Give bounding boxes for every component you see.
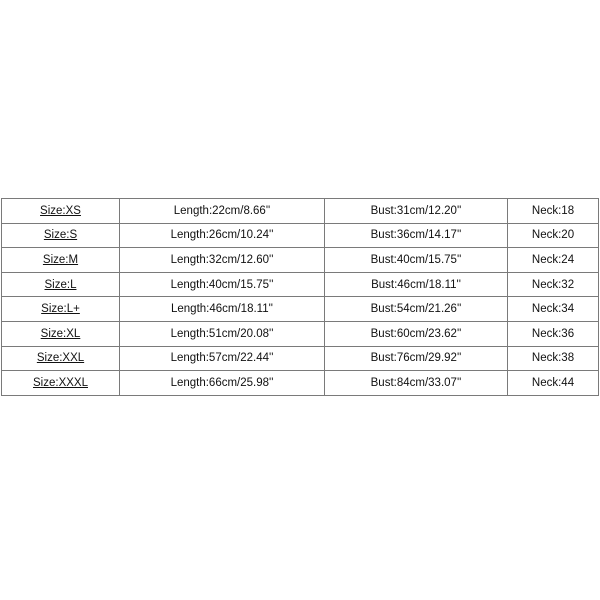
neck-cell: Neck:32 (508, 272, 599, 297)
size-cell (2, 248, 120, 273)
neck-cell: Neck:36 (508, 321, 599, 346)
bust-cell: Bust:40cm/15.75'' (325, 248, 508, 273)
neck-cell: Neck:18 (508, 199, 599, 224)
length-cell: Length:26cm/10.24'' (120, 223, 325, 248)
neck-cell: Neck:24 (508, 248, 599, 273)
length-cell: Length:51cm/20.08'' (120, 321, 325, 346)
bust-cell: Bust:84cm/33.07'' (325, 371, 508, 396)
bust-cell: Bust:31cm/12.20'' (325, 199, 508, 224)
table-row (2, 346, 599, 371)
bust-cell: Bust:46cm/18.11'' (325, 272, 508, 297)
table-row (2, 248, 599, 273)
length-cell: Length:32cm/12.60'' (120, 248, 325, 273)
table-row (2, 321, 599, 346)
length-cell: Length:40cm/15.75'' (120, 272, 325, 297)
length-cell: Length:22cm/8.66'' (120, 199, 325, 224)
bust-cell: Bust:60cm/23.62'' (325, 321, 508, 346)
table-row (2, 297, 599, 322)
length-cell: Length:66cm/25.98'' (120, 371, 325, 396)
size-label: Size:L+ (41, 303, 80, 316)
size-label: Size:L (44, 278, 77, 291)
bust-cell: Bust:76cm/29.92'' (325, 346, 508, 371)
size-label: Size:S (43, 229, 78, 242)
size-cell (2, 223, 120, 248)
size-label: Size:XXL (36, 352, 85, 365)
neck-cell: Neck:44 (508, 371, 599, 396)
size-cell (2, 346, 120, 371)
neck-cell: Neck:20 (508, 223, 599, 248)
size-cell (2, 297, 120, 322)
neck-cell: Neck:34 (508, 297, 599, 322)
size-cell (2, 321, 120, 346)
size-cell (2, 199, 120, 224)
size-label: Size:XS (40, 204, 81, 217)
table-row (2, 371, 599, 396)
size-chart-table (1, 198, 599, 396)
length-cell: Length:46cm/18.11'' (120, 297, 325, 322)
table-row (2, 199, 599, 224)
length-cell: Length:57cm/22.44'' (120, 346, 325, 371)
bust-cell: Bust:54cm/21.26'' (325, 297, 508, 322)
size-label: Size:XL (40, 327, 81, 340)
table-row (2, 223, 599, 248)
neck-cell: Neck:38 (508, 346, 599, 371)
size-label: Size:XXXL (33, 376, 88, 389)
bust-cell: Bust:36cm/14.17'' (325, 223, 508, 248)
size-label: Size:M (42, 253, 79, 266)
size-cell (2, 272, 120, 297)
size-cell (2, 371, 120, 396)
table-row (2, 272, 599, 297)
